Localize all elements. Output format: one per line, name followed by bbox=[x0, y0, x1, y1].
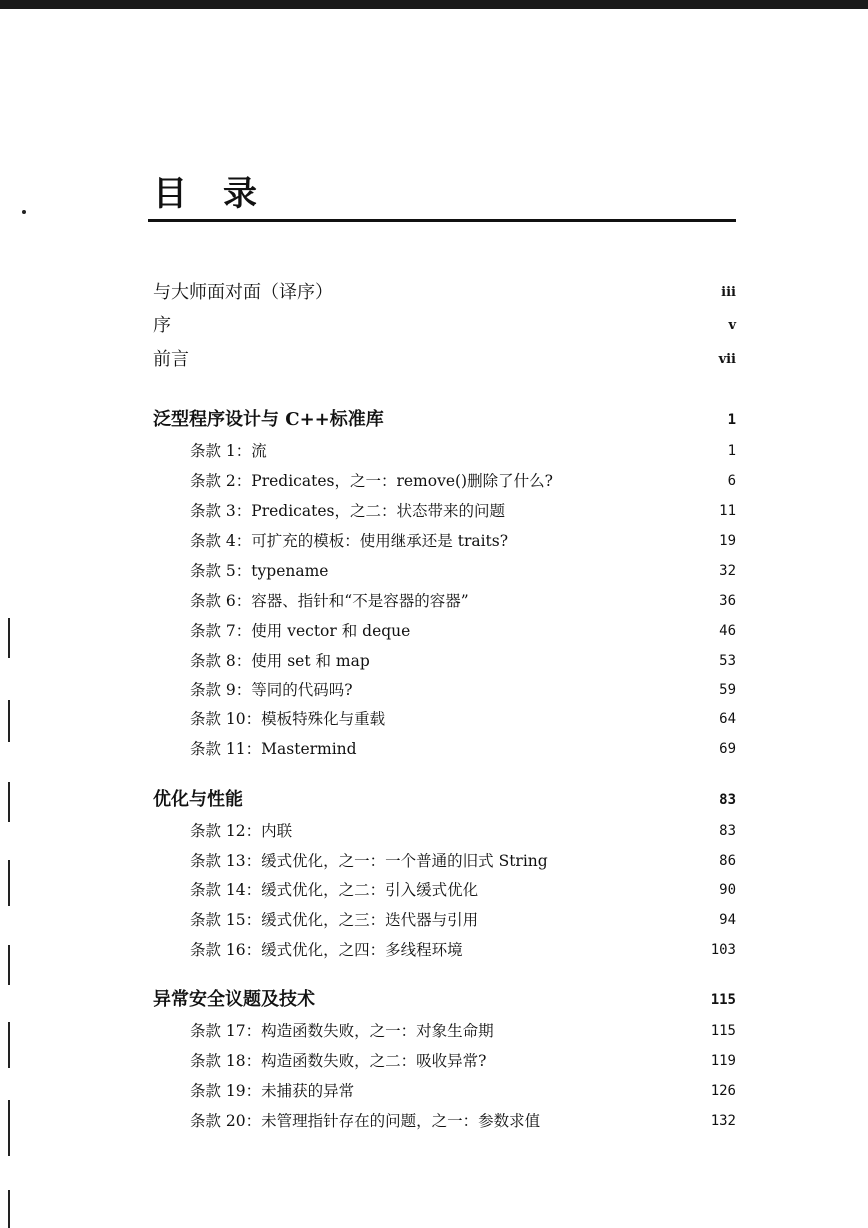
toc-entry-label: 条款 11：Mastermind bbox=[190, 740, 357, 758]
toc-entry-page: 53 bbox=[719, 653, 736, 669]
toc-entry-label: 条款 1：流 bbox=[190, 442, 267, 460]
toc-entry bbox=[0, 1048, 868, 1074]
toc-entry bbox=[0, 588, 868, 614]
toc-entry-page: 83 bbox=[719, 823, 736, 839]
toc-entry bbox=[0, 558, 868, 584]
toc-entry-page: 115 bbox=[710, 992, 736, 1008]
toc-entry-page: 32 bbox=[719, 563, 736, 579]
toc-entry bbox=[0, 907, 868, 933]
toc-entry-page: 132 bbox=[710, 1113, 736, 1129]
toc-entry-label: 条款 20：未管理指针存在的问题，之一：参数求值 bbox=[190, 1112, 541, 1130]
toc-entry-label: 条款 17：构造函数失败，之一：对象生命期 bbox=[190, 1022, 494, 1040]
toc-front-entry bbox=[0, 280, 868, 306]
toc-entry bbox=[0, 1018, 868, 1044]
toc-front-entry bbox=[0, 313, 868, 339]
toc-entry-page: 1 bbox=[727, 412, 736, 428]
toc-entry bbox=[0, 848, 868, 874]
toc-entry-page: 69 bbox=[719, 741, 736, 757]
toc-entry-page: 83 bbox=[719, 792, 736, 808]
toc-entry-label: 优化与性能 bbox=[153, 789, 243, 810]
toc-entry-label: 条款 3：Predicates，之二：状态带来的问题 bbox=[190, 502, 505, 520]
toc-entry-label: 条款 7：使用 vector 和 deque bbox=[190, 622, 411, 640]
toc-entry-page: 94 bbox=[719, 912, 736, 928]
toc-entry-label: 条款 6：容器、指针和“不是容器的容器” bbox=[190, 592, 469, 610]
toc-entry-label: 条款 4：可扩充的模板：使用继承还是 traits? bbox=[190, 532, 509, 550]
toc-part-heading bbox=[0, 787, 868, 813]
top-rule bbox=[0, 0, 868, 9]
scan-dot bbox=[22, 210, 26, 214]
toc-entry-label: 序 bbox=[153, 315, 171, 336]
toc-entry-page: 59 bbox=[719, 682, 736, 698]
toc-entry-label: 条款 13：缓式优化，之一：一个普通的旧式 String bbox=[190, 852, 548, 870]
toc-front-entry bbox=[0, 347, 868, 373]
page-title bbox=[153, 172, 259, 216]
toc-entry-page: 90 bbox=[719, 882, 736, 898]
toc-entry-label: 异常安全议题及技术 bbox=[153, 989, 315, 1010]
toc-entry-page: 86 bbox=[719, 853, 736, 869]
toc-entry bbox=[0, 818, 868, 844]
toc-entry-label: 条款 2：Predicates，之一：remove()删除了什么? bbox=[190, 472, 553, 490]
toc-entry bbox=[0, 498, 868, 524]
toc-entry-label: 条款 15：缓式优化，之三：迭代器与引用 bbox=[190, 911, 479, 929]
toc-entry-page: 11 bbox=[719, 503, 736, 519]
toc-entry-label: 与大师面对面（译序） bbox=[153, 282, 333, 303]
toc-entry-page: iii bbox=[721, 285, 736, 300]
toc-entry-label: 条款 9：等同的代码吗? bbox=[190, 681, 353, 699]
toc-entry-label: 条款 16：缓式优化，之四：多线程环境 bbox=[190, 941, 463, 959]
toc-entry-label: 条款 19：未捕获的异常 bbox=[190, 1082, 355, 1100]
toc-entry bbox=[0, 528, 868, 554]
toc-part-heading bbox=[0, 407, 868, 433]
toc-entry-page: 6 bbox=[727, 473, 736, 489]
toc-entry-label: 前言 bbox=[153, 349, 189, 370]
toc-entry bbox=[0, 677, 868, 703]
toc-entry-page: 19 bbox=[719, 533, 736, 549]
toc-entry-label: 条款 10：模板特殊化与重载 bbox=[190, 710, 386, 728]
toc-entry-label: 条款 12：内联 bbox=[190, 822, 293, 840]
toc-entry bbox=[0, 736, 868, 762]
toc-entry bbox=[0, 877, 868, 903]
toc-entry-page: 1 bbox=[727, 443, 736, 459]
toc-entry bbox=[0, 1078, 868, 1104]
title-char-1: 目 bbox=[153, 174, 189, 214]
toc-entry bbox=[0, 937, 868, 963]
toc-entry-label: 条款 5：typename bbox=[190, 562, 329, 580]
toc-entry bbox=[0, 706, 868, 732]
toc-entry-page: v bbox=[728, 318, 736, 333]
toc-entry-page: vii bbox=[718, 352, 736, 367]
toc-entry-page: 64 bbox=[719, 711, 736, 727]
toc-entry-page: 36 bbox=[719, 593, 736, 609]
toc-entry bbox=[0, 438, 868, 464]
toc-entry bbox=[0, 468, 868, 494]
title-char-2: 录 bbox=[223, 174, 259, 214]
title-underline bbox=[148, 219, 736, 222]
toc-entry-page: 115 bbox=[710, 1023, 736, 1039]
toc-entry-page: 103 bbox=[710, 942, 736, 958]
toc-entry bbox=[0, 648, 868, 674]
toc-entry bbox=[0, 618, 868, 644]
toc-entry-page: 46 bbox=[719, 623, 736, 639]
toc-entry bbox=[0, 1108, 868, 1134]
toc-entry-label: 泛型程序设计与 C++标准库 bbox=[153, 409, 384, 430]
toc-part-heading bbox=[0, 987, 868, 1013]
toc-entry-label: 条款 14：缓式优化，之二：引入缓式优化 bbox=[190, 881, 479, 899]
toc-entry-page: 119 bbox=[710, 1053, 736, 1069]
toc-entry-label: 条款 18：构造函数失败，之二：吸收异常? bbox=[190, 1052, 487, 1070]
toc-entry-label: 条款 8：使用 set 和 map bbox=[190, 652, 370, 670]
toc-entry-page: 126 bbox=[710, 1083, 736, 1099]
